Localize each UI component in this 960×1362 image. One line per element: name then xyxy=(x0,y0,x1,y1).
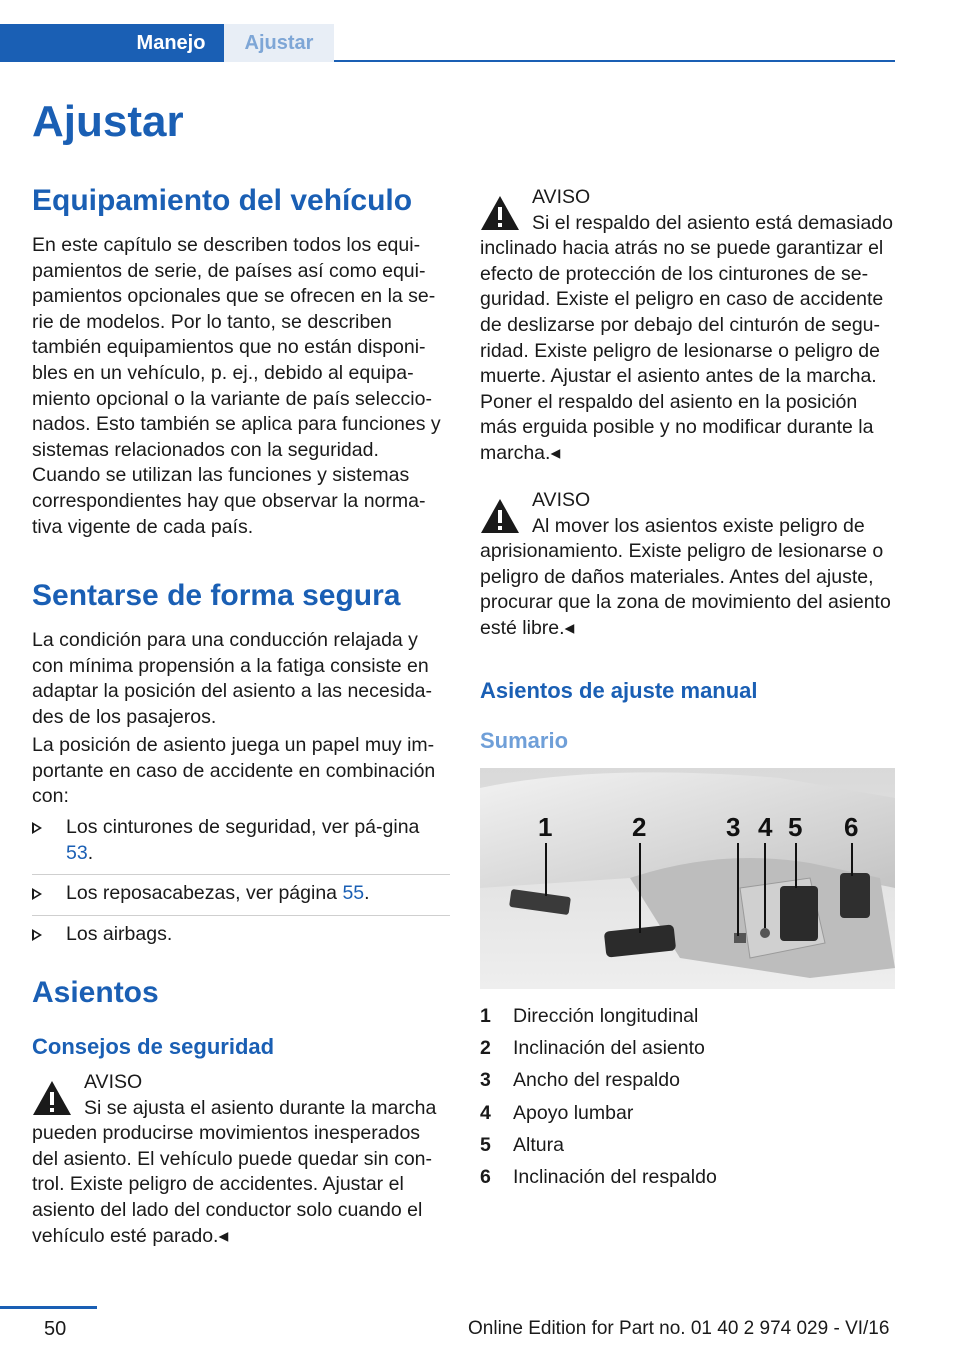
triangle-bullet-icon xyxy=(32,929,42,941)
triangle-bullet-icon xyxy=(32,888,42,900)
heading-equipamiento: Equipamiento del vehículo xyxy=(32,184,413,217)
edition-note: Online Edition for Part no. 01 40 2 974 029 - VI/16 xyxy=(468,1318,890,1339)
list-item: 4 Apoyo lumbar xyxy=(480,1101,634,1124)
warning-3 xyxy=(480,488,898,642)
heading-sumario: Sumario xyxy=(480,728,569,753)
warning-2 xyxy=(480,185,898,467)
list-item: Los airbags. xyxy=(32,922,450,948)
list-item: 1 Dirección longitudinal xyxy=(480,1005,699,1027)
paragraph-equipamiento: En este capítulo se describen todos los equi‐pamientos de serie, de países así como equi‐pamientos opcionales que se ofrecen en la se‐rie de modelos. Por lo tanto, se describen también equipamientos que no están disponi‐bles en un vehículo, p. ej., debido al equipa‐miento opcional o la variante de país seleccio‐nados. Esto también se aplica para funciones y sistemas relacionados con la seguridad. Cuando se utilizan las funciones y sistemas correspondientes hay que observar la norma‐tiva vigente de cada país. xyxy=(32,234,441,538)
warning-first-line: Al mover los asientos existe peligro de xyxy=(532,514,865,537)
heading-consejos: Consejos de seguridad xyxy=(32,1034,275,1059)
footer-divider xyxy=(0,1306,97,1309)
warning-triangle-icon xyxy=(480,195,520,231)
seat-controls-figure xyxy=(480,768,895,989)
list-item: 2 Inclinación del asiento xyxy=(480,1037,705,1060)
warning-text: pueden producirse movimientos inesperados del asiento. El vehículo puede quedar sin con‐trol. Existe peligro de accidentes. Ajustar el asiento del lado del conductor solo cuando el vehículo esté parado.◂ xyxy=(32,1122,433,1247)
heading-sentarse: Sentarse de forma segura xyxy=(32,579,401,612)
bullet-list xyxy=(32,815,450,947)
heading-asientos-manual: Asientos de ajuste manual xyxy=(480,678,758,703)
page-link-53[interactable]: 53 xyxy=(66,841,88,864)
heading-asientos: Asientos xyxy=(32,976,159,1009)
warning-triangle-icon xyxy=(480,498,520,534)
header-tabbar xyxy=(0,0,895,62)
list-divider xyxy=(32,915,450,916)
callout-1: 1 xyxy=(538,812,553,842)
legend-list xyxy=(480,1000,895,1193)
callout-3: 3 xyxy=(726,812,741,842)
warning-text: inclinado hacia atrás no se puede garantizar el efecto de protección de los cinturones de se‐guridad. Existe el peligro en caso de accidente de deslizarse por debajo del cinturón de segu‐ridad. Existe peligro de lesionarse o peligro de muerte. Ajustar el asiento antes de la marcha. Poner el respaldo del asiento en la posición más erguida posible y no modificar durante la marcha.◂ xyxy=(480,237,884,464)
callout-6: 6 xyxy=(844,812,859,842)
warning-1 xyxy=(32,1070,450,1249)
page-link-55[interactable]: 55 xyxy=(342,882,365,905)
callout-2: 2 xyxy=(632,812,647,842)
tab-manejo[interactable]: Manejo xyxy=(118,24,224,62)
list-item: Los reposacabezas, ver página 55. xyxy=(32,881,450,907)
seat-illustration xyxy=(480,768,895,989)
warning-triangle-icon xyxy=(32,1080,72,1116)
list-divider xyxy=(32,874,450,875)
tab-accent-bar xyxy=(0,24,118,62)
paragraph-sentarse-2: La posición de asiento juega un papel muy im‐portante en caso de accidente en combinación con: xyxy=(32,734,436,808)
warning-label: AVISO xyxy=(84,1071,143,1093)
tab-ajustar[interactable]: Ajustar xyxy=(224,24,334,62)
warning-text: aprisionamiento. Existe peligro de lesionarse o peligro de daños materiales. Antes del ajuste, procurar que la zona de movimiento del asiento esté libre.◂ xyxy=(480,540,891,639)
warning-first-line: Si el respaldo del asiento está demasiado xyxy=(532,211,893,234)
list-item: 3 Ancho del respaldo xyxy=(480,1069,680,1092)
page-title: Ajustar xyxy=(32,97,184,146)
list-item: 5 Altura xyxy=(480,1133,564,1156)
list-item: Los cinturones de seguridad, ver pá‐gina 53. xyxy=(32,815,450,866)
paragraph-sentarse-1: La condición para una conducción relajada y con mínima propensión a la fatiga consiste en adaptar la posición del asiento a las necesida‐des de los pasajeros. xyxy=(32,629,433,728)
warning-label: AVISO xyxy=(532,186,591,208)
callout-4: 4 xyxy=(758,812,773,842)
list-item: 6 Inclinación del respaldo xyxy=(480,1166,717,1189)
triangle-bullet-icon xyxy=(32,822,42,834)
warning-first-line: Si se ajusta el asiento durante la marcha xyxy=(84,1096,437,1119)
callout-5: 5 xyxy=(788,812,803,842)
warning-label: AVISO xyxy=(532,489,591,511)
page-number: 50 xyxy=(44,1318,67,1340)
